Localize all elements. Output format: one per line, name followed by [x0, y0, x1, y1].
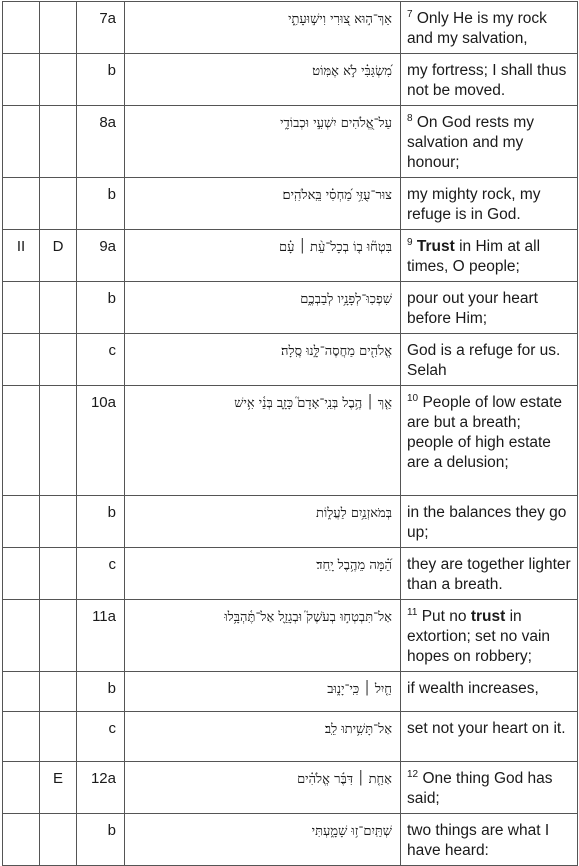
english-text-cell: [401, 386, 578, 496]
section-cell: [3, 496, 40, 548]
verse-number: 11: [407, 606, 418, 618]
verse-label-cell: b: [77, 672, 125, 712]
verse-label-cell: 10a: [77, 386, 125, 496]
table-row: [3, 712, 578, 762]
hebrew-text-cell: אֱלֹהִ֖ים מַחֲסֶה־לָּ֣נוּ סֶֽלָה׃: [125, 334, 401, 386]
table-row: [3, 282, 578, 334]
section-cell: [3, 2, 40, 54]
verse-label-cell: 9a: [77, 230, 125, 282]
english-text-cell: [401, 282, 578, 334]
english-text-cell: [401, 2, 578, 54]
english-text: One thing God has said;: [407, 770, 553, 807]
hebrew-text-cell: שְׁתַּֽיִם־ז֥וּ שָׁמָ֑עְתִּי: [125, 814, 401, 866]
english-text-cell: [401, 814, 578, 866]
table-row: [3, 600, 578, 672]
table-row: [3, 230, 578, 282]
english-text: On God rests my salvation and my honour;: [407, 114, 535, 171]
subsection-cell: [40, 600, 77, 672]
section-cell: [3, 282, 40, 334]
english-text-cell: [401, 230, 578, 282]
hebrew-text-cell: אַךְ־ה֣וּא צ֭וּרִי וִישׁ֣וּעָתִ֑י: [125, 2, 401, 54]
hebrew-text-cell: שִׁפְכֽוּ־לְפָנָ֥יו לְבַבְכֶ֑ם: [125, 282, 401, 334]
subsection-cell: [40, 548, 77, 600]
table-row: [3, 106, 578, 178]
hebrew-text-cell: בְּמֹאזְנַ֥יִם לַעֲל֑וֹת: [125, 496, 401, 548]
hebrew-text-cell: מִ֝שְׂגַּבִּ֗י לֹ֣א אֶמּֽוֹט׃: [125, 54, 401, 106]
section-cell: [3, 762, 40, 814]
table-row: [3, 496, 578, 548]
section-cell: [3, 712, 40, 762]
table-row: [3, 672, 578, 712]
hebrew-text-cell: הֵ֝֗מָּה מֵהֶ֥בֶל יָֽחַד׃: [125, 548, 401, 600]
subsection-cell: E: [40, 762, 77, 814]
verse-label-cell: b: [77, 496, 125, 548]
english-text-cell: [401, 600, 578, 672]
verse-label-cell: b: [77, 54, 125, 106]
english-text-cell: [401, 496, 578, 548]
subsection-cell: [40, 386, 77, 496]
section-cell: [3, 54, 40, 106]
english-text: they are together lighter than a breath.: [407, 556, 571, 593]
english-emphasis: trust: [470, 608, 506, 625]
hebrew-text-cell: חַ֤יִל ׀ כִּֽי־יָנ֑וּב: [125, 672, 401, 712]
verse-number: 7: [407, 8, 413, 20]
subsection-cell: D: [40, 230, 77, 282]
section-cell: [3, 548, 40, 600]
verse-number: 8: [407, 112, 413, 124]
english-text: set not your heart on it.: [407, 720, 566, 737]
english-text-cell: [401, 762, 578, 814]
subsection-cell: [40, 106, 77, 178]
english-text-cell: [401, 712, 578, 762]
verse-label-cell: 11a: [77, 600, 125, 672]
hebrew-text-cell: עַל־אֱ֭לֹהִים יִשְׁעִ֣י וּכְבוֹדִ֑י: [125, 106, 401, 178]
hebrew-text-cell: אַחַ֤ת ׀ דִּבֶּ֬ר אֱלֹהִ֗ים: [125, 762, 401, 814]
section-cell: [3, 106, 40, 178]
english-text: my fortress; I shall thus not be moved.: [407, 62, 567, 99]
section-cell: [3, 386, 40, 496]
subsection-cell: [40, 814, 77, 866]
table-row: [3, 762, 578, 814]
english-text: God is a refuge for us. Selah: [407, 342, 561, 379]
subsection-cell: [40, 282, 77, 334]
section-cell: [3, 600, 40, 672]
verse-label-cell: 8a: [77, 106, 125, 178]
subsection-cell: [40, 2, 77, 54]
english-text: in Him at all times, O people;: [407, 238, 541, 275]
table-row: [3, 2, 578, 54]
english-text: pour out your heart before Him;: [407, 290, 538, 327]
section-cell: [3, 672, 40, 712]
psalm-table-body: [3, 2, 578, 866]
english-emphasis: Trust: [416, 238, 455, 255]
hebrew-text-cell: צוּר־עֻזִּ֥י מַ֝חְסִ֗י בֵּֽאלֹהִֽים׃: [125, 178, 401, 230]
table-row: [3, 386, 578, 496]
psalm-table: [2, 1, 578, 866]
english-text-cell: [401, 54, 578, 106]
subsection-cell: [40, 178, 77, 230]
english-text: Put no: [421, 608, 471, 625]
subsection-cell: [40, 712, 77, 762]
english-text: if wealth increases,: [407, 680, 539, 697]
hebrew-text-cell: אַל־תִּבְטְח֣וּ בְעֹשֶׁק֮ וּבְגָזֵ֪ל אַל־תֶּ֫הְבָּ֥לוּ: [125, 600, 401, 672]
section-cell: [3, 334, 40, 386]
english-text-cell: [401, 106, 578, 178]
verse-number: 9: [407, 236, 413, 248]
table-row: [3, 54, 578, 106]
hebrew-text-cell: בִּטְח֘וּ ב֤וֹ בְכָל־עֵ֨ת ׀ עָ֗ם: [125, 230, 401, 282]
english-text: two things are what I have heard:: [407, 822, 550, 859]
section-cell: II: [3, 230, 40, 282]
subsection-cell: [40, 54, 77, 106]
english-text: People of low estate are but a breath; people of high estate are a delusion;: [407, 394, 563, 471]
english-text: in extortion; set no vain hopes on robbery;: [407, 608, 551, 665]
verse-label-cell: 7a: [77, 2, 125, 54]
verse-label-cell: b: [77, 814, 125, 866]
verse-label-cell: b: [77, 178, 125, 230]
verse-label-cell: c: [77, 712, 125, 762]
section-cell: [3, 178, 40, 230]
verse-number: 12: [407, 768, 419, 780]
english-text: my mighty rock, my refuge is in God.: [407, 186, 541, 223]
verse-number: 10: [407, 392, 419, 404]
table-row: [3, 334, 578, 386]
english-text-cell: [401, 672, 578, 712]
english-text-cell: [401, 334, 578, 386]
verse-label-cell: c: [77, 334, 125, 386]
english-text-cell: [401, 548, 578, 600]
english-text-cell: [401, 178, 578, 230]
table-row: [3, 814, 578, 866]
english-text: Only He is my rock and my salvation,: [407, 10, 547, 47]
verse-label-cell: b: [77, 282, 125, 334]
section-cell: [3, 814, 40, 866]
table-row: [3, 548, 578, 600]
hebrew-text-cell: אַ֤ךְ ׀ הֶ֥בֶל בְּנֵֽי־אָדָם֮ כָּזָ֪ב בְּנֵ֫י אִ֥ישׁ: [125, 386, 401, 496]
verse-label-cell: 12a: [77, 762, 125, 814]
subsection-cell: [40, 496, 77, 548]
english-text: in the balances they go up;: [407, 504, 567, 541]
hebrew-text-cell: אַל־תָּשִׁ֥יתוּ לֵֽב׃: [125, 712, 401, 762]
table-row: [3, 178, 578, 230]
subsection-cell: [40, 672, 77, 712]
subsection-cell: [40, 334, 77, 386]
verse-label-cell: c: [77, 548, 125, 600]
